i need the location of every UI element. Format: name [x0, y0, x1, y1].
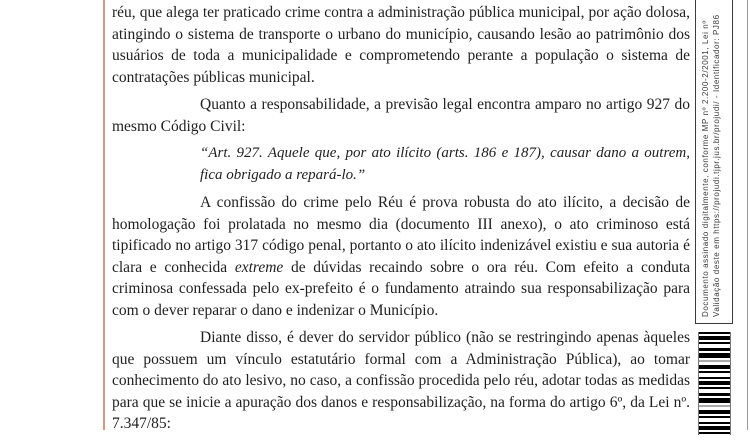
- digital-signature-stamp: [695, 0, 733, 324]
- paragraph: [112, 327, 690, 435]
- stamp-line-2: Validação deste em https://projudi.tjpr.jus.br/projudi/ - Identificador: PJ86: [712, 14, 721, 317]
- stamp-rotated-text: [700, 0, 722, 317]
- text-run: Quanto a responsabilidade, a previsão legal encontra amparo no artigo 927 do mesmo Código Civil:: [112, 96, 690, 135]
- text-run: de dúvidas recaindo sobre o ora réu. Com efeito a conduta criminosa confessada pelo ex-prefeito é o fundamento atraindo sua responsabilização para com o dever reparar o dano e indenizar o Município.: [112, 258, 691, 319]
- blockquote: [200, 143, 690, 186]
- barcode: [698, 332, 731, 435]
- document-text: [112, 2, 690, 441]
- italic-text-run: extreme: [234, 258, 284, 276]
- paragraph: [112, 192, 690, 321]
- text-run: réu, que alega ter praticado crime contra a administração pública municipal, por ação dolosa, atingindo o sistema de transporte o urbano do município, causando lesão ao patrimônio dos usuários de toda a municipalidade e comprometendo perante a população o sistema de contratações públicas municipal.: [112, 4, 690, 86]
- paragraph: [112, 94, 690, 137]
- text-run: A confissão do crime pelo Réu é prova robusta do ato ilícito, a decisão de homologação foi prolatada no mesmo dia (documento III anexo), o ato criminoso está tipificado no artigo 317 código penal, portanto o ato ilícito indenizável existiu e sua autoria é clara e conhecida: [112, 194, 690, 276]
- stamp-line-1: Documento assinado digitalmente, conforme MP nº 2.200-2/2001, Lei nº: [701, 20, 710, 317]
- left-margin-line: [103, 0, 105, 430]
- paragraph: [112, 2, 690, 88]
- page-right-edge: [747, 0, 748, 430]
- italic-text-run: “Art. 927. Aquele que, por ato ilícito (arts. 186 e 187), causar dano a outrem, fica obrigado a repará-lo.”: [200, 145, 690, 183]
- text-run: Diante disso, é dever do servidor público (não se restringindo apenas àqueles que possuem um vínculo estatutário formal com a Administração Pública), ao tomar conhecimento do ato lesivo, no caso, a confissão procedida pelo réu, adotar todas as medidas para que se inicie a apuração dos danos e responsabilização, na forma do artigo 6º, da Lei nº. 7.347/85:: [112, 329, 690, 432]
